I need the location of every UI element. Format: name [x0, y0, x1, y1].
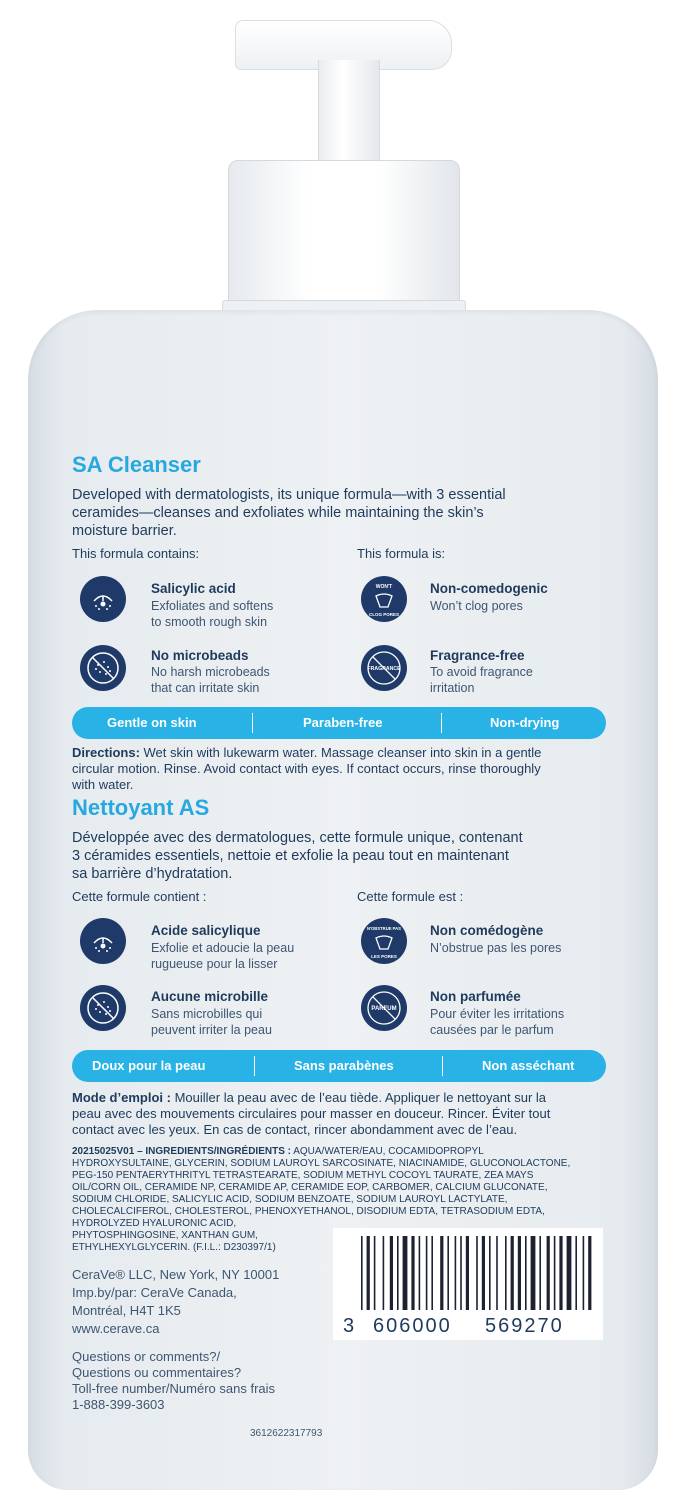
barcode-bar: [447, 1236, 449, 1310]
ingredients-line-3: PEG-150 PENTAERYTHRITYL TETRASTEARATE, SODIUM METHYL COCOYL TAURATE, ZEA MAYS: [72, 1170, 534, 1181]
contact-line-2: Questions ou commentaires?: [72, 1365, 242, 1380]
fr-feature-comedogene-title: Non comédogène: [430, 923, 544, 938]
barcode-bar: [531, 1236, 536, 1310]
barcode-bar: [496, 1236, 498, 1310]
barcode-bar: [554, 1236, 556, 1310]
contact-line-3: Toll-free number/Numéro sans frais: [72, 1381, 276, 1396]
en-intro-line-3: moisture barrier.: [72, 523, 177, 539]
fr-directions-label: Mode d’emploi :: [72, 1090, 171, 1105]
barcode-bar: [383, 1236, 385, 1310]
en-claims-banner: [72, 707, 606, 739]
barcode-bar: [455, 1236, 457, 1310]
en-feature-fragrancefree-title: Fragrance-free: [430, 648, 525, 663]
icon-text-fragrance: FRAGRANCE: [367, 666, 401, 672]
barcode-bar: [489, 1236, 491, 1310]
ingredients-line-9: ETHYLHEXYLGLYCERIN. (F.I.L.: D230397/1): [72, 1242, 276, 1253]
ingredients-line-6: CHOLECALCIFEROL, CHOLESTEROL, PHENOXYETHANOL, DISODIUM EDTA, TETRASODIUM EDTA,: [72, 1206, 545, 1217]
barcode-bar: [518, 1236, 521, 1310]
barcode-bar: [575, 1236, 577, 1310]
barcode-bar: [588, 1236, 591, 1310]
fr-directions-line-1: [72, 1090, 546, 1106]
en-directions-line-1: [72, 745, 541, 761]
en-feature-salicylic-desc-2: to smooth rough skin: [151, 615, 268, 629]
banner-divider: [252, 713, 253, 733]
en-intro-line-2: ceramides—cleanses and exfoliates while maintaining the skin’s: [72, 505, 484, 521]
en-feature-noncomedogenic-desc-1: Won’t clog pores: [430, 599, 523, 613]
fr-feature-salicylique-desc-2: rugueuse pour la lisser: [151, 957, 278, 971]
acide-salicylique-icon: [80, 918, 126, 964]
en-feature-salicylic-desc-1: Exfoliates and softens: [151, 599, 274, 613]
pump-cap: [228, 160, 460, 312]
banner-gentle-on-skin: Gentle on skin: [107, 715, 197, 730]
en-feature-salicylic-title: Salicylic acid: [151, 581, 236, 596]
en-feature-microbeads-desc-1: No harsh microbeads: [151, 665, 270, 679]
en-feature-microbeads-title: No microbeads: [151, 648, 249, 663]
barcode-bar: [460, 1236, 462, 1310]
barcode-group-1: 606000: [373, 1315, 452, 1337]
barcode-bar: [367, 1236, 370, 1310]
fr-directions-line-2: peau avec des mouvements circulaires pour masser en douceur. Rincer. Éviter tout: [72, 1106, 551, 1121]
banner-divider: [442, 1056, 443, 1076]
en-directions-text-1: Wet skin with lukewarm water. Massage cleanser into skin in a gentle: [139, 745, 542, 760]
barcode-bar: [397, 1236, 399, 1310]
fr-feature-microbille-desc-1: Sans microbilles qui: [151, 1007, 263, 1021]
barcode-bar: [583, 1236, 585, 1310]
en-is-heading: This formula is:: [357, 546, 446, 561]
non-parfumee-icon: [361, 985, 407, 1031]
barcode-bar: [426, 1236, 428, 1310]
ingredients-line-1: [72, 1146, 484, 1159]
company-line-2: Imp.by/par: CeraVe Canada,: [72, 1285, 237, 1300]
no-microbeads-icon: [80, 645, 126, 691]
icon-text-parfum: PARFUM: [371, 1006, 397, 1012]
barcode-bar: [419, 1236, 421, 1310]
batch-code: 3612622317793: [250, 1428, 323, 1439]
en-directions-label: Directions:: [72, 745, 140, 760]
non-comedogene-icon: [361, 918, 407, 964]
barcode-bar: [547, 1236, 550, 1310]
ingredients-line-5: SODIUM CHLORIDE, SALICYLIC ACID, SODIUM BENZOATE, SODIUM LAUROYL LACTYLATE,: [72, 1194, 508, 1205]
fr-title: Nettoyant AS: [72, 795, 210, 820]
barcode-bar: [476, 1236, 478, 1310]
contact-phone: 1-888-399-3603: [72, 1397, 165, 1412]
fragrance-free-icon: [361, 645, 407, 691]
fr-feature-parfumee-title: Non parfumée: [430, 989, 521, 1004]
barcode-bar: [525, 1236, 527, 1310]
fr-feature-comedogene-desc-1: N’obstrue pas les pores: [430, 941, 562, 955]
ingredients-code-label: 20215025V01 – INGREDIENTS/INGRÉDIENTS :: [72, 1146, 291, 1157]
en-feature-fragrancefree-desc-2: irritation: [430, 681, 475, 695]
en-directions-line-3: with water.: [72, 777, 134, 792]
barcode-digit-1: 3: [343, 1315, 355, 1337]
company-line-1: CeraVe® LLC, New York, NY 10001: [72, 1267, 280, 1282]
banner-non-assechant: Non asséchant: [482, 1058, 575, 1073]
en-title: SA Cleanser: [72, 452, 201, 477]
ingredients-text-1: AQUA/WATER/EAU, COCAMIDOPROPYL: [290, 1146, 484, 1157]
salicylic-acid-icon: [80, 576, 126, 622]
barcode-bar: [482, 1236, 485, 1310]
en-feature-noncomedogenic-title: Non-comedogenic: [430, 581, 548, 596]
fr-feature-salicylique-title: Acide salicylique: [151, 923, 261, 938]
fr-feature-parfumee-desc-1: Pour éviter les irritations: [430, 1007, 565, 1021]
en-intro-line-1: Developed with dermatologists, its unique formula—with 3 essential: [72, 487, 506, 503]
fr-directions-text-1: Mouiller la peau avec de l’eau tiède. Appliquer le nettoyant sur la: [170, 1090, 547, 1105]
fr-intro-line-2: 3 céramides essentiels, nettoie et exfolie la peau tout en maintenant: [72, 848, 509, 864]
company-website: www.cerave.ca: [72, 1321, 160, 1336]
icon-text-wont: WON'T: [375, 584, 393, 590]
barcode-bar: [361, 1236, 363, 1310]
fr-directions-line-3: contact avec les yeux. En cas de contact, rincer abondamment avec de l’eau.: [72, 1122, 518, 1137]
fr-is-heading: Cette formule est :: [357, 889, 464, 904]
barcode-bar: [511, 1236, 514, 1310]
barcode-bar: [440, 1236, 443, 1310]
en-contains-heading: This formula contains:: [72, 546, 200, 561]
barcode-bar: [411, 1236, 414, 1310]
en-feature-microbeads-desc-2: that can irritate skin: [151, 681, 260, 695]
barcode-bars: [333, 1228, 603, 1340]
fr-feature-microbille-desc-2: peuvent irriter la peau: [151, 1023, 272, 1037]
ingredients-line-2: HYDROXYSULTAINE, GLYCERIN, SODIUM LAUROYL SARCOSINATE, NIACINAMIDE, GLUCONOLACTONE,: [72, 1158, 571, 1169]
banner-paraben-free: Paraben-free: [303, 715, 383, 730]
barcode-bar: [403, 1236, 408, 1310]
barcode-bar: [431, 1236, 433, 1310]
non-comedogenic-icon: [361, 576, 407, 622]
icon-text-clog-pores: CLOG PORES: [368, 612, 400, 617]
en-directions-line-2: circular motion. Rinse. Avoid contact with eyes. If contact occurs, rinse thoroughly: [72, 761, 541, 776]
icon-text-les-pores: LES PORES: [371, 954, 397, 959]
banner-divider: [254, 1056, 255, 1076]
barcode-bar: [390, 1236, 393, 1310]
aucune-microbille-icon: [80, 985, 126, 1031]
banner-doux-pour-la-peau: Doux pour la peau: [92, 1058, 206, 1073]
ingredients-line-7: HYDROLYZED HYALURONIC ACID,: [72, 1218, 237, 1229]
barcode-bar: [466, 1236, 469, 1310]
barcode-bar: [374, 1236, 376, 1310]
banner-sans-parabenes: Sans parabènes: [294, 1058, 394, 1073]
banner-non-drying: Non-drying: [490, 715, 560, 730]
barcode-group-2: 569270: [485, 1315, 564, 1337]
ingredients-line-4: OIL/CORN OIL, CERAMIDE NP, CERAMIDE AP, CERAMIDE EOP, CARBOMER, CALCIUM GLUCONATE,: [72, 1182, 548, 1193]
fr-contains-heading: Cette formule contient :: [72, 889, 207, 904]
fr-intro-line-3: sa barrière d’hydratation.: [72, 866, 233, 882]
contact-line-1: Questions or comments?/: [72, 1349, 221, 1364]
icon-text-nobstrue: N'OBSTRUE PAS: [367, 926, 401, 931]
pump-neck: [318, 60, 380, 170]
fr-feature-salicylique-desc-1: Exfolie et adoucie la peau: [151, 941, 295, 955]
fr-intro-line-1: Développée avec des dermatologues, cette formule unique, contenant: [72, 830, 523, 846]
barcode-bar: [559, 1236, 562, 1310]
barcode-bar: [505, 1236, 507, 1310]
banner-divider: [441, 713, 442, 733]
ingredients-line-8: PHYTOSPHINGOSINE, XANTHAN GUM,: [72, 1230, 258, 1241]
barcode: [333, 1228, 603, 1340]
fr-claims-banner: [72, 1050, 606, 1082]
barcode-bar: [567, 1236, 572, 1310]
barcode-bar: [539, 1236, 541, 1310]
fr-feature-microbille-title: Aucune microbille: [151, 989, 269, 1004]
en-feature-fragrancefree-desc-1: To avoid fragrance: [430, 665, 533, 679]
company-line-3: Montréal, H4T 1K5: [72, 1303, 181, 1318]
fr-feature-parfumee-desc-2: causées par le parfum: [430, 1023, 554, 1037]
